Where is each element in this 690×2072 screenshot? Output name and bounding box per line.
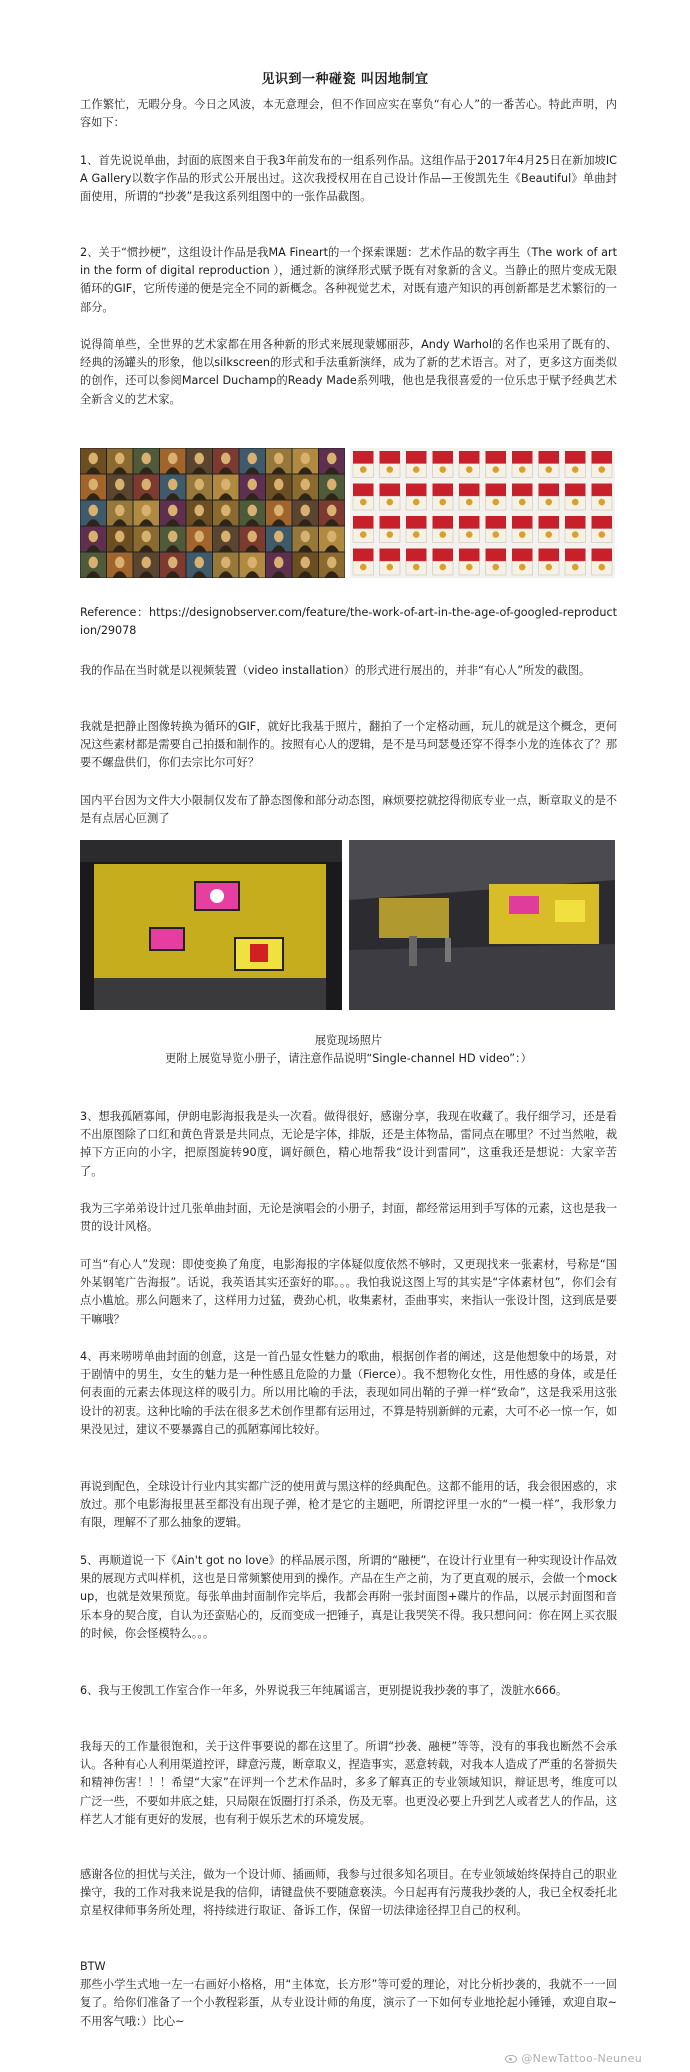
- paragraph-btw: BTW 那些小学生式地一左一右画好小格格，用“主体宽，长方形”等可爱的理论，对比分析抄袭的，我就不一一回复了。给你们准备了一个小教程彩蛋，从专业设计师的角度，演示了一下如何专业地抡起小锤锤，欢迎自取~ 不用客气哦：）比心~: [80, 1960, 617, 2028]
- paragraph-5-mockup: 5、再顺道说一下《Ain't got no love》的样品展示图，所谓的“融梗”，在设计行业里有一种实现设计作品效果的展现方式叫样机，这也是日常频繁使用到的操作。产品在生产之前，为了更直观的展示，会做一个mock up，也就是效果预览。每张单曲封面制作完毕后，我都会再附一张封面图+碟片的作品，以展示封面图和音乐本身的契合度，自认为还蛮贴心的，反而变成一把锤子，真是让我哭笑不得。我只想问问：你在网上买衣服的时候，你会怪模特么。。。: [80, 1554, 618, 1640]
- paragraph-legal: 感谢各位的担忧与关注，做为一个设计师、插画师，我参与过很多知名项目。在专业领域始终保持自己的职业操守，我的工作对我来说是我的信仰，请键盘侠不要随意亵渎。今日起再有污蔑我抄袭的人，我已全权委托北京星权律师事务所处理，将持续进行取证、备诉工作，保留一切法律途径捍卫自己的权利。: [80, 1868, 618, 1918]
- weibo-icon: [505, 2053, 518, 2063]
- paragraph-intro: 工作繁忙，无暇分身。今日之风波，本无意理会，但不作回应实在辜负“有心人”的一番苦心。特此声明，内容如下：: [80, 98, 617, 130]
- paragraph-1: 1、首先说说单曲，封面的底图来自于我3年前发布的一组系列作品。这组作品于2017年4月25日在新加坡ICA Gallery以数字作品的形式公开展出过。这次我授权用在自己设计作品—王俊凯先生《Beautiful》单曲封面使用，所谓的“抄袭”是我这系列组图中的一张作品截图。: [80, 154, 617, 204]
- paragraph-2: 2、关于“惯抄梗”，这组设计作品是我MA Fineart的一个探索课题：艺术作品的数字再生（The work of art in the form of digital reproduction ），通过新的演绎形式赋予既有对象新的含义。当静止的照片变成无限循环的GIF，它所传递的便是完全不同的新概念。各种视觉艺术，对既有遗产知识的再创新都是艺术繁衍的一部分。: [80, 246, 617, 314]
- exhibition-photo-left: [80, 840, 342, 1010]
- paragraph-3-poster: 3、想我孤陋寡闻，伊朗电影海报我是头一次看。做得很好，感谢分享，我现在收藏了。我仔细学习，还是看不出原图除了口红和黄色背景是共同点，无论是字体，排版，还是主体物品，雷同点在哪里？不过当然啦，裁掉下方正向的小字，把原图旋转90度，调好颜色，精心地帮我“设计到雷同”，这重我还是想说：大家辛苦了。: [80, 1110, 618, 1178]
- watermark-text: @NewTattoo-Neuneu: [521, 2052, 642, 2065]
- exhibition-photo-right: [349, 840, 615, 1010]
- exhibition-caption: 展览现场照片: [314, 1034, 383, 1047]
- paragraph-statement: 我每天的工作量很饱和，关于这件事要说的都在这里了。所谓“抄袭、融梗”等等，没有的事我也断然不会承认。各种有心人利用渠道控评，肆意污蔑，断章取义，捏造事实，恶意转载，对我本人造成了严重的名誉损失和精神伤害！！！希望“大家”在评判一个艺术作品时，多多了解真正的专业领域知识，辩证思考，维度可以广泛一些，不要如井底之蛙，只局限在饭圈打打杀杀，伤及无辜。也更没必要上升到艺人或者艺人的作品，这样艺人才能有更好的发展，也有利于娱乐艺术的环境发展。: [80, 1740, 618, 1826]
- paragraph-pen-ad: 可当“有心人”发现：即使变换了角度，电影海报的字体疑似度依然不够时，又更现找来一张素材，号称是“国外某钢笔广告海报”。话说，我英语其实还蛮好的耶。。。我怕我说这图上写的其实是“字体素材包”，你们会有点小尴尬。那么问题来了，这样用力过猛，费劲心机，收集素材，歪曲事实，来指认一张设计图，这到底是要干嘛哦？: [80, 1258, 618, 1326]
- paragraph-3: 说得简单些，全世界的艺术家都在用各种新的形式来展现蒙娜丽莎，Andy Warhol的名作也采用了既有的、经典的汤罐头的形象，他以silkscreen的形式和手法重新演绎，成为了新的艺术语言。对了，更多这方面类似的创作，还可以参阅Marcel Duchamp的Ready Made系列哦，他也是我很喜爱的一位乐忠于赋予经典艺术全新含义的艺术家。: [80, 338, 617, 406]
- paragraph-platform: 国内平台因为文件大小限制仅发布了静态图像和部分动态图，麻烦要挖就挖得彻底专业一点，断章取义的是不是有点居心叵测了: [80, 794, 618, 826]
- paragraph-gif: 我就是把静止图像转换为循环的GIF，就好比我基于照片，翻拍了一个定格动画，玩儿的就是这个概念，更何况这些素材都是需要自己拍摄和制作的。按照有心人的逻辑，是不是马珂瑟曼还穿不得李小龙的连体衣了？那要不螺盘供们，你们去宗比尔可好？: [80, 720, 618, 770]
- paragraph-4-creative: 4、再来唠唠单曲封面的创意，这是一首凸显女性魅力的歌曲，根据创作者的阐述，这是他想象中的场景，对于剧情中的男生，女生的魅力是一种性感且危险的力量（Fierce）。我不想物化女性，用性感的身体，或是任何表面的元素去体现这样的吸引力。所以用比喻的手法，表现如同出鞘的子弹一样“致命”，这是我采用这张设计的初衷。这种比喻的手法在很多艺术创作里都有运用过，不算是特别新鲜的元素，大可不必一惊一乍，如果没见过，建议不要暴露自己的孤陋寡闻比较好。: [80, 1350, 618, 1436]
- paragraph-handwriting: 我为三字弟弟设计过几张单曲封面，无论是演唱会的小册子，封面，都经常运用到手写体的元素，这也是我一贯的设计风格。: [80, 1202, 618, 1234]
- article-title: 见识到一种碰瓷 叫因地制宜: [261, 72, 429, 87]
- mona-lisa-grid-image: [80, 448, 345, 578]
- paragraph-color: 再说到配色，全球设计行业内其实都广泛的使用黄与黑这样的经典配色。这都不能用的话，我会很困惑的，求放过。那个电影海报里甚至都没有出现子弹，枪才是它的主题吧，所谓挖评里一水的“一模一样”，我形象力有限，理解不了那么抽象的逻辑。: [80, 1480, 618, 1530]
- soup-cans-grid-image: [350, 448, 615, 578]
- reference-link[interactable]: Reference：https://designobserver.com/feature/the-work-of-art-in-the-age-of-googled-reproduction/29078: [80, 606, 617, 638]
- paragraph-video-installation: 我的作品在当时就是以视频装置（video installation）的形式进行展出的，并非“有心人”所发的截图。: [80, 664, 591, 677]
- brochure-note: 更附上展览导览小册子，请注意作品说明“Single-channel HD video”：）: [165, 1052, 532, 1065]
- paragraph-6-cooperation: 6、我与王俊凯工作室合作一年多，外界说我三年纯属谣言，更别提说我抄袭的事了，泼脏水666。: [80, 1684, 568, 1697]
- weibo-watermark: [505, 2052, 642, 2065]
